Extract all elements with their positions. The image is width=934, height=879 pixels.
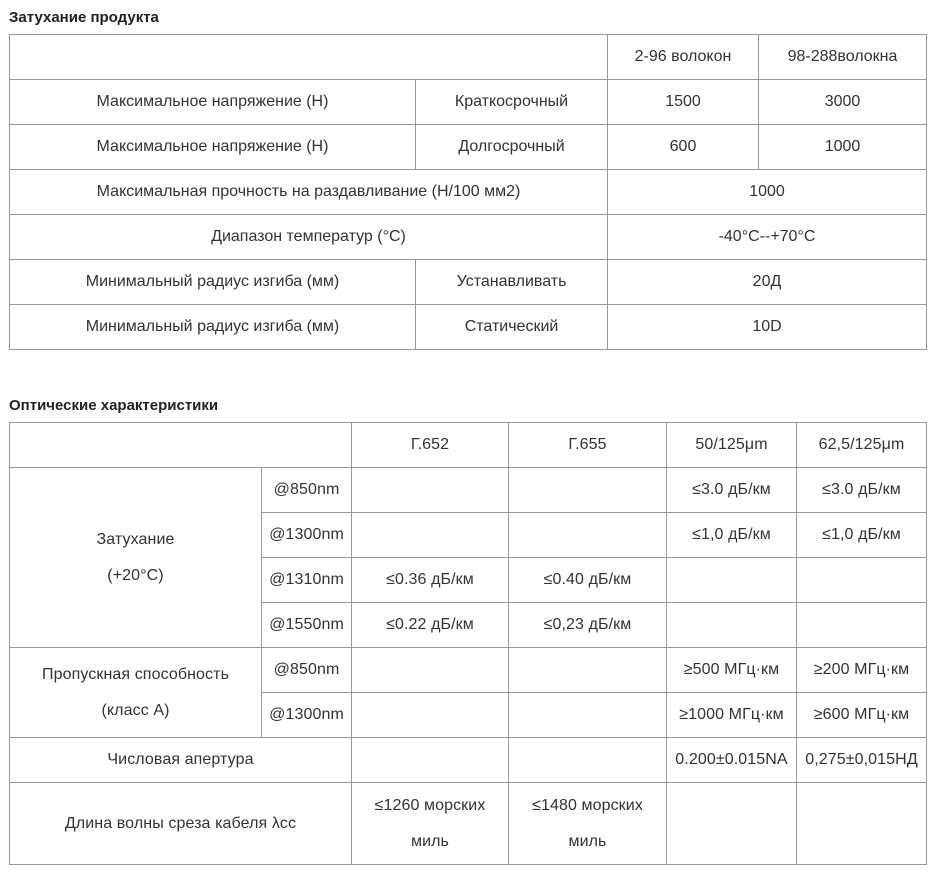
row-sublabel: Статический [416, 305, 608, 350]
table-cell: 3000 [759, 80, 927, 125]
row-label: Числовая апертура [10, 738, 352, 783]
table-cell [667, 603, 797, 648]
attenuation-label-line: Затухание [96, 530, 175, 548]
row-sublabel: Устанавливать [416, 260, 608, 305]
attenuation-label-line: (+20°C) [107, 566, 164, 584]
cutoff-line: ≤1480 морских [532, 796, 643, 814]
table-cell [509, 648, 667, 693]
row-sublabel: Долгосрочный [416, 125, 608, 170]
empty-cell [10, 423, 352, 468]
table-cell: 10D [608, 305, 927, 350]
row-label: Максимальная прочность на раздавливание (Н/100 мм2) [10, 170, 608, 215]
table-cell [797, 558, 927, 603]
table-cell [509, 783, 667, 865]
table-cell: 0.200±0.015NA [667, 738, 797, 783]
table-cell [352, 513, 509, 558]
bandwidth-label [10, 648, 262, 738]
column-header: 62,5/125μm [797, 423, 927, 468]
table-cell: ≤0,23 дБ/км [509, 603, 667, 648]
wavelength-cell: @1550nm [262, 603, 352, 648]
table-cell: ≤3.0 дБ/км [667, 468, 797, 513]
table-cell [797, 783, 927, 865]
table-cell: ≤1,0 дБ/км [667, 513, 797, 558]
table-row [10, 305, 927, 350]
table-row [10, 423, 927, 468]
table-row [10, 35, 927, 80]
table-row [10, 125, 927, 170]
table-row [10, 260, 927, 305]
table-cell: 1000 [608, 170, 927, 215]
row-label: Максимальное напряжение (Н) [10, 80, 416, 125]
table-cell: ≥600 МГц·км [797, 693, 927, 738]
table-cell: ≤0.22 дБ/км [352, 603, 509, 648]
column-header: 2-96 волокон [608, 35, 759, 80]
attenuation-label [10, 468, 262, 648]
table-cell: 600 [608, 125, 759, 170]
table-cell: ≤0.36 дБ/км [352, 558, 509, 603]
column-header: Г.652 [352, 423, 509, 468]
table-cell: 20Д [608, 260, 927, 305]
table-cell [509, 738, 667, 783]
wavelength-cell: @1300nm [262, 513, 352, 558]
table-cell [352, 783, 509, 865]
row-label: Длина волны среза кабеля λcc [10, 783, 352, 865]
optical-section-title: Оптические характеристики [9, 397, 219, 414]
table-cell [509, 513, 667, 558]
table-row [10, 468, 927, 513]
table-cell: 0,275±0,015НД [797, 738, 927, 783]
wavelength-cell: @850nm [262, 468, 352, 513]
table-cell: ≤1,0 дБ/км [797, 513, 927, 558]
cutoff-line: ≤1260 морских [374, 796, 486, 814]
empty-cell [10, 35, 608, 80]
table-row [10, 80, 927, 125]
table-cell [667, 783, 797, 865]
product-section-title: Затухание продукта [9, 9, 159, 26]
bandwidth-label-line: Пропускная способность [41, 665, 230, 683]
row-label: Диапазон температур (°C) [10, 215, 608, 260]
table-cell: ≥1000 МГц·км [667, 693, 797, 738]
row-label: Минимальный радиус изгиба (мм) [10, 305, 416, 350]
table-cell: ≤0.40 дБ/км [509, 558, 667, 603]
wavelength-cell: @1310nm [262, 558, 352, 603]
row-sublabel: Краткосрочный [416, 80, 608, 125]
table-cell: ≥500 МГц·км [667, 648, 797, 693]
table-cell [509, 468, 667, 513]
wavelength-cell: @1300nm [262, 693, 352, 738]
column-header: 50/125μm [667, 423, 797, 468]
table-cell: -40°C--+70°C [608, 215, 927, 260]
table-cell [797, 603, 927, 648]
product-table [9, 34, 927, 350]
table-cell: 1500 [608, 80, 759, 125]
wavelength-cell: @850nm [262, 648, 352, 693]
table-cell [352, 468, 509, 513]
table-cell [509, 693, 667, 738]
cutoff-line: миль [568, 832, 607, 850]
table-cell [352, 648, 509, 693]
bandwidth-label-line: (класс А) [101, 701, 170, 719]
table-row [10, 648, 927, 693]
table-row [10, 738, 927, 783]
column-header: Г.655 [509, 423, 667, 468]
column-header: 98-288волокна [759, 35, 927, 80]
table-cell [352, 738, 509, 783]
table-row [10, 215, 927, 260]
table-cell: ≥200 МГц·км [797, 648, 927, 693]
row-label: Максимальное напряжение (Н) [10, 125, 416, 170]
table-cell [352, 693, 509, 738]
optical-table [9, 422, 927, 865]
table-row [10, 170, 927, 215]
table-cell: ≤3.0 дБ/км [797, 468, 927, 513]
table-row [10, 783, 927, 865]
table-cell: 1000 [759, 125, 927, 170]
row-label: Минимальный радиус изгиба (мм) [10, 260, 416, 305]
table-cell [667, 558, 797, 603]
cutoff-line: миль [410, 832, 449, 850]
